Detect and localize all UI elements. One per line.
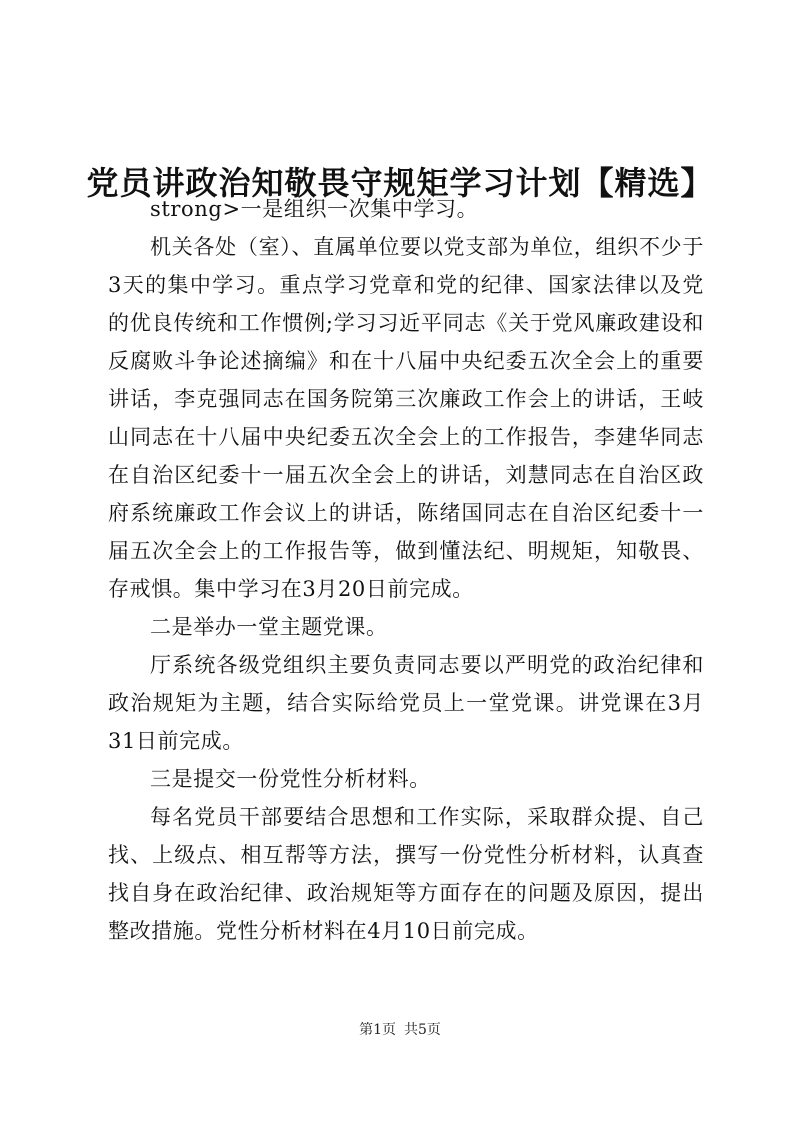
paragraph-body-3: 每名党员干部要结合思想和工作实际，采取群众提、自己找、上级点、相互帮等方法，撰写一份党性分析材料，认真查找自身在政治纪律、政治规矩等方面存在的问题及原因，提出整改措施。党性分析材料在4月10日前完成。 — [108, 805, 704, 943]
page-number: 第1页 — [359, 1022, 396, 1038]
page-total: 共5页 — [404, 1022, 441, 1038]
paragraph-heading-1: strong>一是组织一次集中学习。 — [150, 197, 479, 221]
paragraph-body-1: 机关各处（室）、直属单位要以党支部为单位，组织不少于3天的集中学习。重点学习党章和党的纪律、国家法律以及党的优良传统和工作惯例;学习习近平同志《关于党风廉政建设和反腐败斗争论述摘编》和在十八届中央纪委五次全会上的重要讲话，李克强同志在国务院第三次廉政工作会上的讲话，王岐山同志在十八届中央纪委五次全会上的工作报告，李建华同志在自治区纪委十一届五次全会上的讲话，刘慧同志在自治区政府系统廉政工作会议上的讲话，陈绪国同志在自治区纪委十一届五次全会上的工作报告等，做到懂法纪、明规矩，知敬畏、存戒惧。集中学习在3月20日前完成。 — [108, 235, 704, 601]
paragraph-heading-3: 三是提交一份党性分析材料。 — [150, 767, 431, 791]
paragraph-heading-2: 二是举办一堂主题党课。 — [150, 615, 388, 639]
document-title: 党员讲政治知敬畏守规矩学习计划【精选】 — [86, 164, 714, 203]
page-footer — [0, 1020, 800, 1040]
document-body — [108, 190, 704, 950]
paragraph-body-2: 厅系统各级党组织主要负责同志要以严明党的政治纪律和政治规矩为主题，结合实际给党员上一堂党课。讲党课在3月31日前完成。 — [108, 653, 704, 753]
